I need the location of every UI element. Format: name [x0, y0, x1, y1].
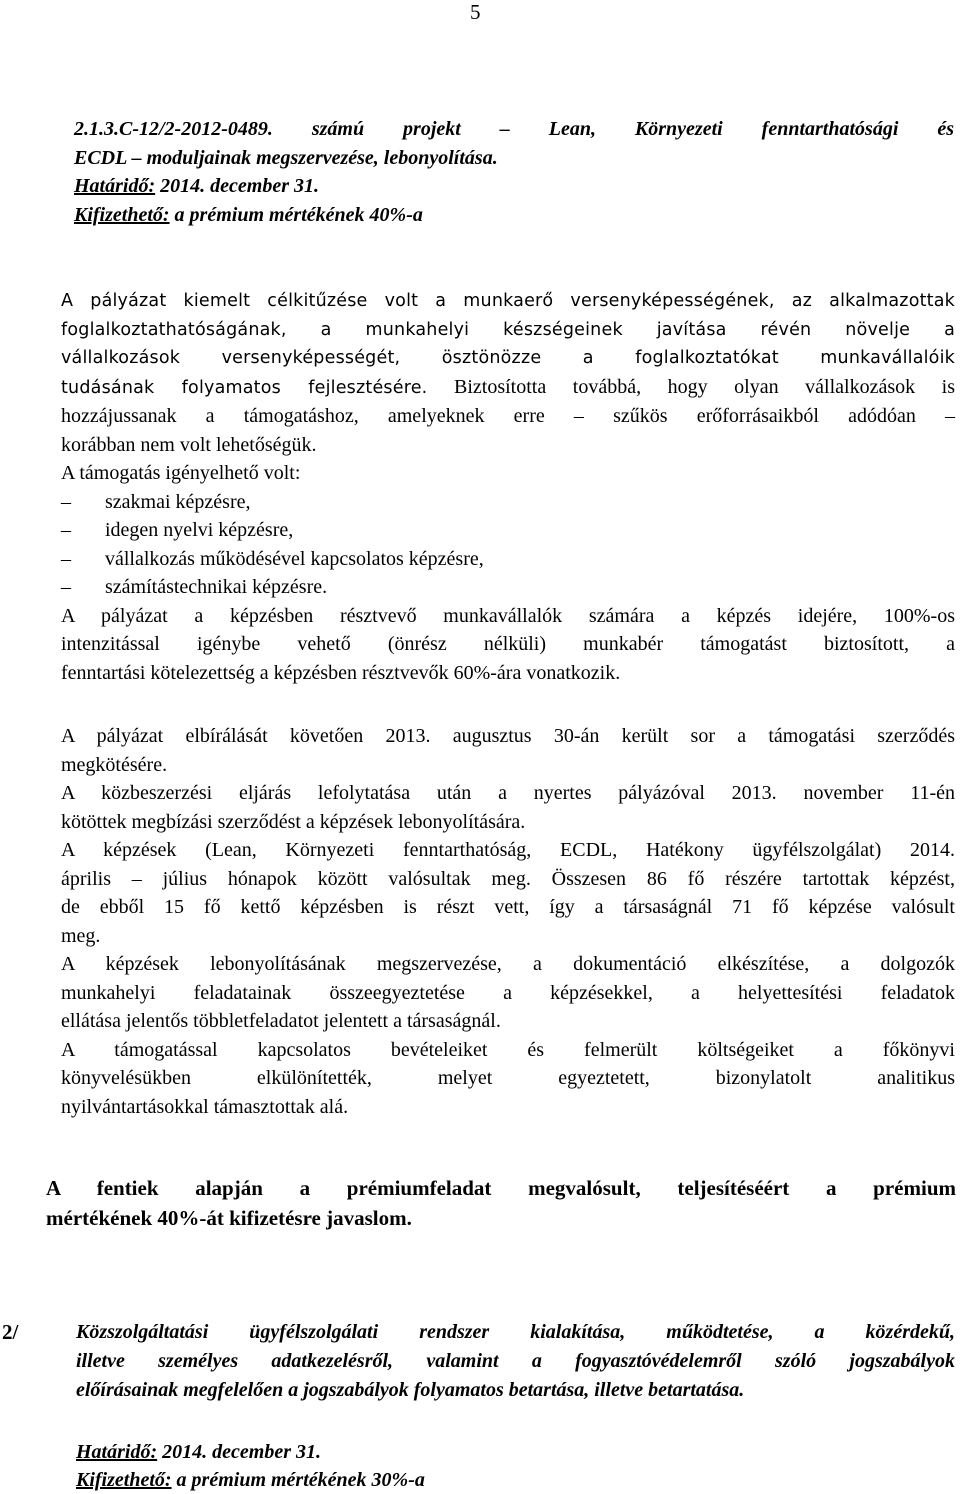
- paragraph-objectives: [61, 287, 955, 687]
- text-line: kötöttek megbízási szerződést a képzések lebonyolítására.: [61, 810, 526, 833]
- text-line: nyilvántartásokkal támasztottak alá.: [61, 1095, 349, 1118]
- section-meta: [76, 1438, 425, 1494]
- list-intro: A támogatás igényelhető volt:: [61, 462, 301, 484]
- project-deadline: [74, 172, 954, 201]
- list-item-text: vállalkozás működésével kapcsolatos képzésre,: [105, 547, 484, 570]
- text-line: A pályázat elbírálását követően 2013. augusztus 30-án került sor a támogatási szerződés: [61, 725, 955, 747]
- text-line: intenzitással igénybe vehető (önrész nélküli) munkabér támogatást biztosított, a: [61, 633, 955, 655]
- page-number: 5: [470, 0, 481, 24]
- text-line: fenntartási kötelezettség a képzésben résztvevők 60%-ára vonatkozik.: [61, 661, 621, 684]
- text-line: foglalkoztathatóságának, a munkahelyi készségeinek javítása révén növelje a: [61, 319, 955, 340]
- section-title-line: illetve személyes adatkezelésről, valamint a fogyasztóvédelemről szóló jogszabályok: [76, 1350, 955, 1372]
- text-line: megkötésére.: [61, 753, 168, 776]
- deadline-value: 2014. december 31.: [157, 1441, 321, 1463]
- list-item: [61, 545, 955, 574]
- text-line: hozzájussanak a támogatáshoz, amelyeknek erre – szűkös erőforrásaikból adódóan –: [61, 405, 955, 427]
- conclusion-line-2: mértékének 40%-át kifizetésre javaslom.: [46, 1206, 412, 1230]
- dash-bullet-icon: –: [61, 490, 71, 513]
- text-line: korábban nem volt lehetőségük.: [61, 433, 317, 456]
- payable-value: a prémium mértékének 30%-a: [171, 1469, 425, 1491]
- list-item: [61, 488, 955, 517]
- dash-bullet-icon: –: [61, 519, 71, 541]
- section-title-line: előírásainak megfelelően a jogszabályok folyamatos betartása, illetve betartatása.: [76, 1379, 745, 1401]
- dash-bullet-icon: –: [61, 547, 71, 570]
- project-payable: [74, 201, 954, 230]
- text-line: könyvelésükben elkülönítették, melyet egyeztetett, bizonylatolt analitikus: [61, 1067, 955, 1089]
- deadline-value: 2014. december 31.: [155, 175, 319, 197]
- section-number: 2/: [2, 1320, 19, 1344]
- text-fragment: Biztosította továbbá, hogy olyan vállalkozások is: [427, 375, 956, 398]
- text-line: A képzések (Lean, Környezeti fenntarthatóság, ECDL, Hatékony ügyfélszolgálat) 2014.: [61, 839, 955, 861]
- list-item: [61, 516, 955, 545]
- text-line: A pályázat kiemelt célkitűzése volt a munkaerő versenyképességének, az alkalmazottak: [61, 291, 955, 311]
- section-title: [76, 1318, 955, 1405]
- text-line-mixed: [61, 373, 955, 403]
- text-line: vállalkozások versenyképességét, ösztönözze a foglalkoztatókat munkavállalóik: [61, 348, 955, 368]
- payable-label: Kifizethető:: [74, 203, 170, 226]
- payable-label: Kifizethető:: [76, 1469, 172, 1491]
- project-heading: [74, 115, 954, 229]
- text-line: A képzések lebonyolításának megszervezése, a dokumentáció elkészítése, a dolgozók: [61, 953, 955, 975]
- text-line: de ebből 15 fő kettő képzésben is részt vett, így a társaságnál 71 fő képzése valósult: [61, 896, 955, 918]
- payable-value: a prémium mértékének 40%-a: [169, 203, 423, 226]
- paragraph-implementation: [61, 722, 955, 1121]
- project-title-line-1: 2.1.3.C-12/2-2012-0489. számú projekt – Lean, Környezeti fenntarthatósági és: [74, 118, 954, 140]
- deadline-label: Határidő:: [76, 1441, 158, 1463]
- deadline-label: Határidő:: [74, 175, 156, 197]
- list-item: [61, 573, 955, 602]
- list-item-text: számítástechnikai képzésre.: [105, 576, 328, 598]
- text-line: ellátása jelentős többletfeladatot jelentett a társaságnál.: [61, 1010, 501, 1032]
- section-payable: [76, 1466, 425, 1494]
- list-item-text: idegen nyelvi képzésre,: [105, 519, 294, 541]
- dash-bullet-icon: –: [61, 576, 71, 598]
- section-deadline: [76, 1438, 425, 1466]
- text-fragment: tudásának folyamatos fejlesztésére.: [61, 377, 428, 398]
- support-list: [61, 488, 955, 602]
- conclusion: [46, 1173, 956, 1233]
- text-line: munkahelyi feladatainak összeegyeztetése a képzésekkel, a helyettesítési feladatok: [61, 981, 955, 1004]
- text-line: meg.: [61, 924, 101, 947]
- text-line: április – július hónapok között valósultak meg. Összesen 86 fő részére tartottak képzést,: [61, 867, 955, 890]
- list-item-text: szakmai képzésre,: [105, 490, 251, 513]
- text-line: A támogatással kapcsolatos bevételeiket és felmerült költségeiket a főkönyvi: [61, 1038, 955, 1061]
- text-line: A közbeszerzési eljárás lefolytatása után a nyertes pályázóval 2013. november 11-én: [61, 782, 955, 804]
- text-line: A pályázat a képzésben résztvevő munkavállalók számára a képzés idejére, 100%-os: [61, 604, 955, 627]
- conclusion-line-1: A fentiek alapján a prémiumfeladat megvalósult, teljesítéséért a prémium: [46, 1176, 956, 1200]
- project-title-line-2: ECDL – moduljainak megszervezése, lebonyolítása.: [74, 146, 498, 169]
- section-title-line: Közszolgáltatási ügyfélszolgálati rendszer kialakítása, működtetése, a közérdekű,: [76, 1321, 955, 1343]
